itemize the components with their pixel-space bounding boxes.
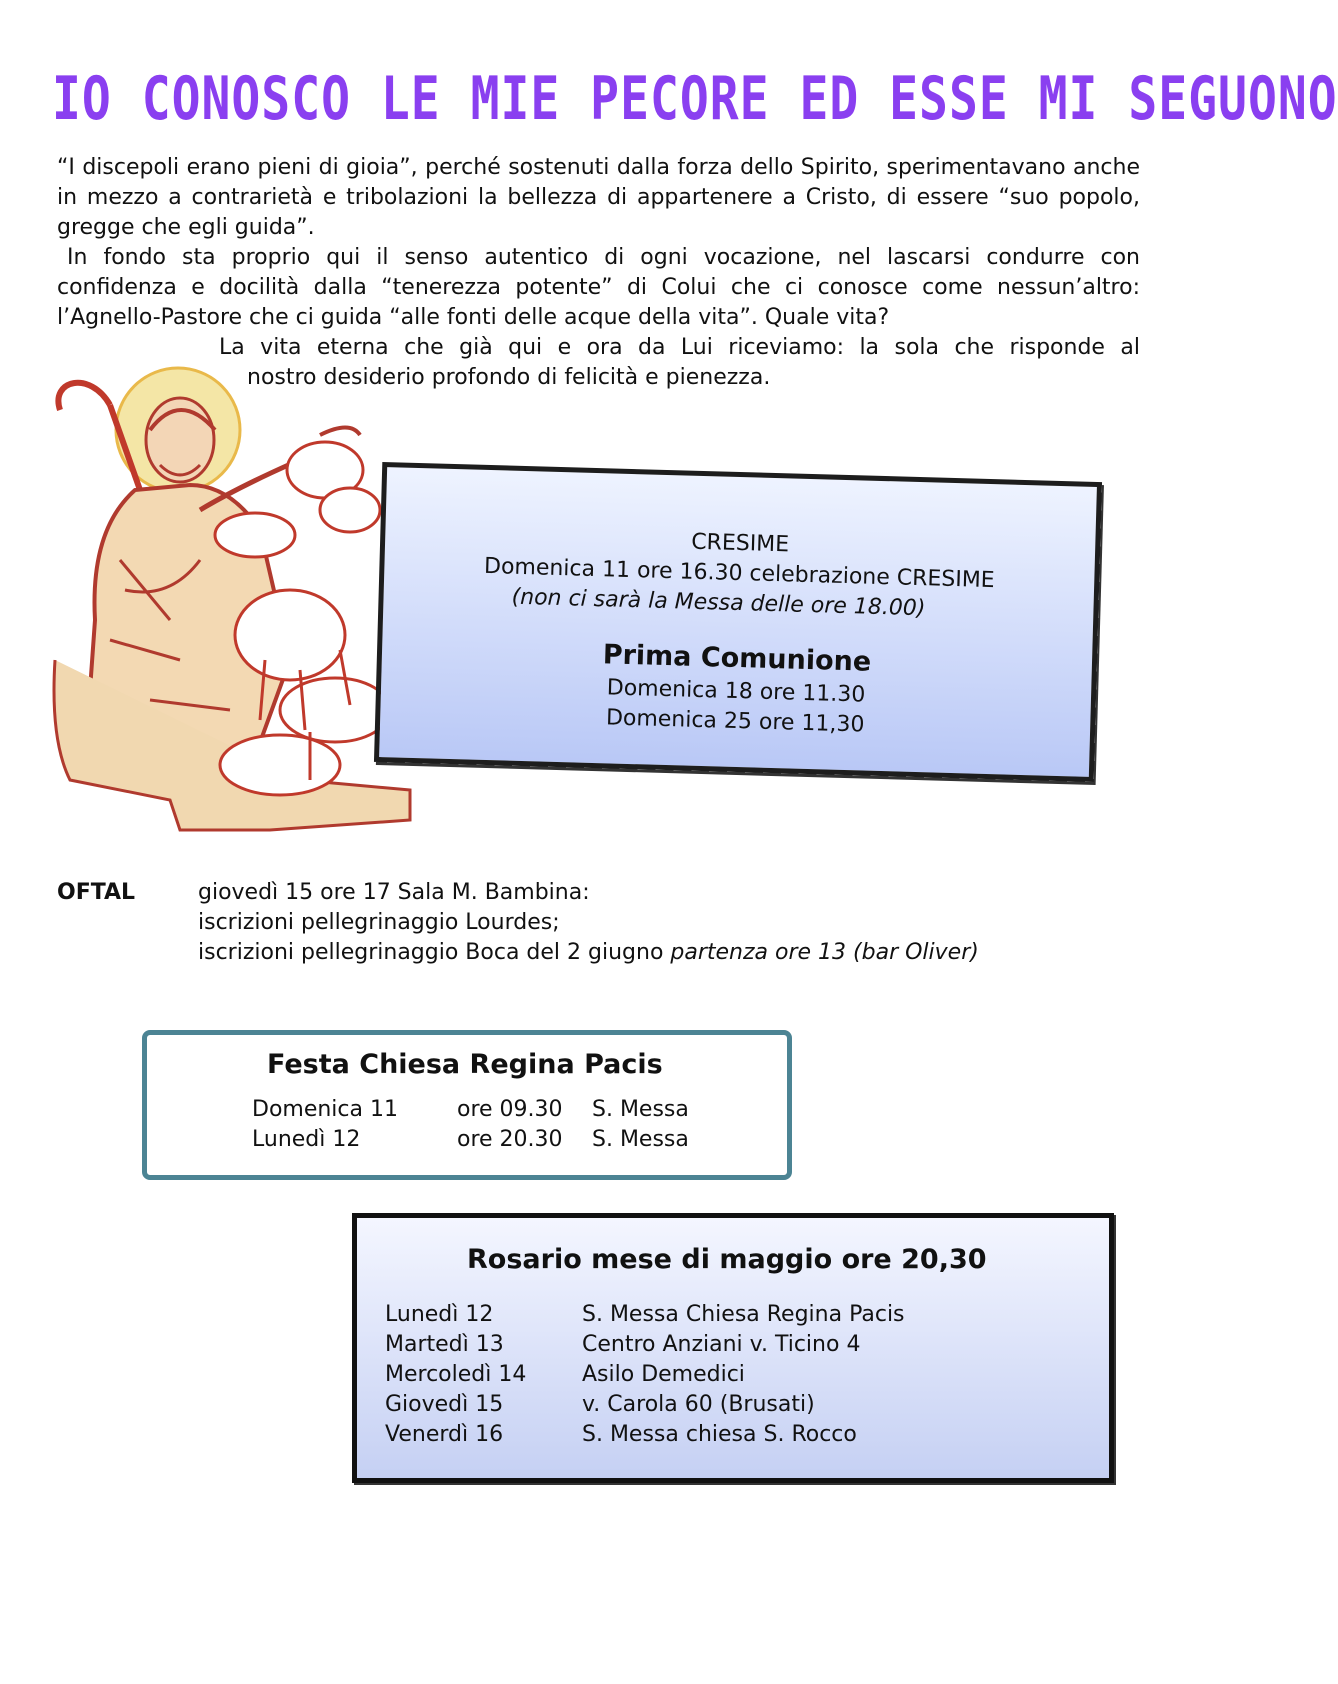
oftal-line-1: giovedì 15 ore 17 Sala M. Bambina: [198,880,590,905]
festa-title: Festa Chiesa Regina Pacis [267,1049,663,1080]
rosario-place: S. Messa chiesa S. Rocco [582,1422,857,1447]
rosario-place: v. Carola 60 (Brusati) [582,1392,815,1417]
festa-event: S. Messa [592,1127,689,1152]
festa-time: ore 20.30 [457,1127,563,1152]
oftal-line-2: iscrizioni pellegrinaggio Lourdes; [198,910,560,935]
comunione-line-1: Domenica 18 ore 11.30 [606,675,866,708]
intro-text [57,153,1140,393]
festa-event: S. Messa [592,1097,689,1122]
intro-paragraph-3b: nostro desiderio profondo di felicità e pienezza. [247,365,771,390]
page-title: IO CONOSCO LE MIE PECORE ED ESSE MI SEGUONO [52,64,1338,134]
rosario-place: Asilo Demedici [582,1362,745,1387]
rosario-box [352,1213,1114,1483]
festa-day: Domenica 11 [252,1097,398,1122]
oftal-lines [198,878,1098,968]
rosario-day: Lunedì 12 [385,1302,494,1327]
good-shepherd-icon [50,360,410,840]
cresime-content [380,519,1096,747]
festa-box [142,1030,792,1180]
comunione-heading: Prima Comunione [602,639,872,678]
festa-day: Lunedì 12 [252,1127,361,1152]
rosario-place: Centro Anziani v. Ticino 4 [582,1332,861,1357]
comunione-line-2: Domenica 25 ore 11,30 [605,705,865,738]
festa-schedule [252,1095,752,1155]
rosario-day: Martedì 13 [385,1332,504,1357]
intro-paragraph-2: In fondo sta proprio qui il senso autentico di ogni vocazione, nel lascarsi condurre con confidenza e docilità dalla “tenerezza potente” di Colui che ci conosce come nessun’altro: l’Agnello-Pastore che ci guida “alle fonti delle acque della vita”. Quale vita? [57,245,1140,330]
intro-paragraph-1: “I discepoli erano pieni di gioia”, perché sostenuti dalla forza dello Spirito, sperimentavano anche in mezzo a contrarietà e tribolazioni la bellezza di appartenere a Cristo, di essere “suo popolo, gregge che egli guida”. [57,155,1140,240]
oftal-label: OFTAL [57,880,136,905]
rosario-day: Venerdì 16 [385,1422,504,1447]
rosario-place: S. Messa Chiesa Regina Pacis [582,1302,905,1327]
cresime-note: (non ci sarà la Messa delle ore 18.00) [511,584,926,622]
cresime-box [374,462,1102,782]
festa-time: ore 09.30 [457,1097,563,1122]
oftal-line-3 [198,938,1098,968]
rosario-title: Rosario mese di maggio ore 20,30 [467,1244,987,1275]
intro-paragraph-3a: La vita eterna che già qui e ora da Lui riceviamo: la sola che risponde al [219,335,1140,360]
oftal-line-3-start: iscrizioni pellegrinaggio Boca del 2 giugno [198,940,671,965]
festa-row [252,1125,752,1155]
festa-row [252,1095,752,1125]
oftal-line-3-italic: partenza ore 13 (bar Oliver) [670,940,979,965]
cresime-heading: CRESIME [690,529,790,558]
rosario-day: Mercoledì 14 [385,1362,527,1387]
cresime-line: Domenica 11 ore 16.30 celebrazione CRESIME [483,553,995,594]
rosario-day: Giovedì 15 [385,1392,504,1417]
